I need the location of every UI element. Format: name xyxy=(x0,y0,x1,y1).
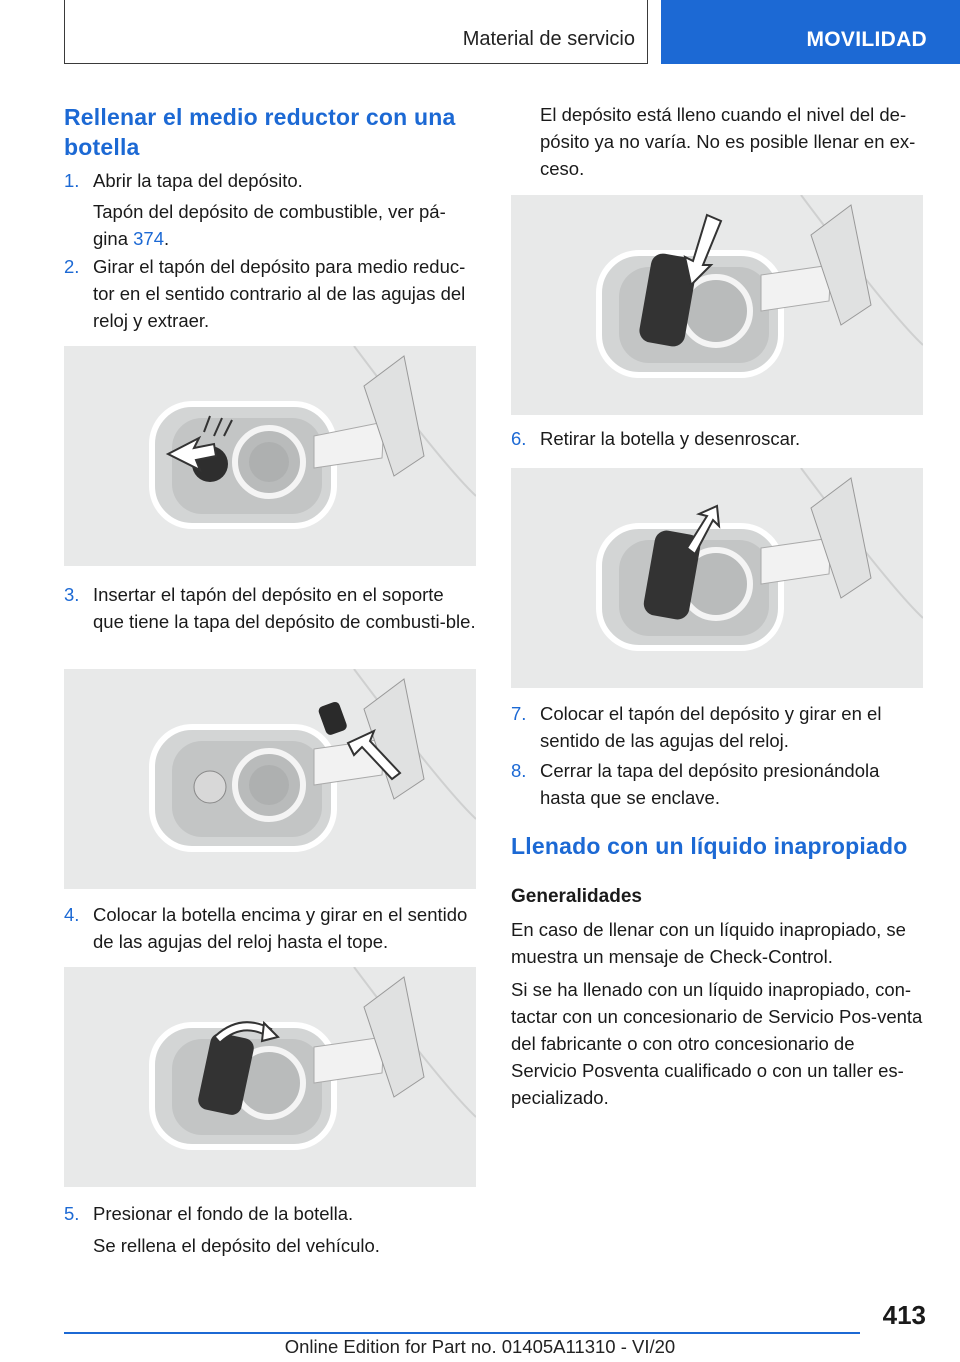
step-text: Abrir la tapa del depósito. xyxy=(93,170,303,191)
paragraph-check-control: En caso de llenar con un líquido inapropiado, se muestra un mensaje de Check-Control. xyxy=(511,919,906,967)
step-sub-text: Se rellena el depósito del vehículo. xyxy=(93,1235,380,1256)
step-number: 2. xyxy=(64,256,80,277)
step-text: Presionar el fondo de la botella. xyxy=(93,1203,354,1224)
page-link-374[interactable]: 374 xyxy=(133,228,164,249)
step-number: 8. xyxy=(511,760,527,781)
step-4 xyxy=(64,901,476,955)
step-number: 3. xyxy=(64,584,80,605)
step-text: Retirar la botella y desenroscar. xyxy=(540,428,801,449)
subheading-general: Generalidades xyxy=(511,886,642,907)
figure-insert-cap-holder xyxy=(64,669,476,889)
step-number: 7. xyxy=(511,703,527,724)
step-text: Cerrar la tapa del depósito presionándola hasta que se enclave. xyxy=(540,760,880,808)
figure-screw-bottle xyxy=(64,967,476,1187)
step-7 xyxy=(511,700,923,754)
figure-unscrew-cap xyxy=(64,346,476,566)
step-number: 4. xyxy=(64,904,80,925)
page-number: 413 xyxy=(882,1300,926,1330)
step-2 xyxy=(64,253,476,334)
header-section-title: Material de servicio xyxy=(462,28,635,50)
section-title-refill: Rellenar el medio reductor con una botella xyxy=(64,104,456,160)
step-3 xyxy=(64,581,476,635)
step-1 xyxy=(64,167,476,252)
header-chapter-label: MOVILIDAD xyxy=(806,28,927,51)
step-text: Colocar el tapón del depósito y girar en el sentido de las agujas del reloj. xyxy=(540,703,882,751)
step-6 xyxy=(511,425,923,452)
step-number: 5. xyxy=(64,1203,80,1224)
step-sub-prefix: Tapón del depósito de combustible, ver pá-gina xyxy=(93,201,446,249)
footer-edition: Online Edition for Part no. 01405A11310 - VI/20 xyxy=(284,1336,676,1357)
step-number: 1. xyxy=(64,170,80,191)
step-5 xyxy=(64,1200,476,1259)
footer-divider xyxy=(64,1332,860,1334)
section-title-wrong-liquid: Llenado con un líquido inapropiado xyxy=(511,833,908,859)
header-section-box xyxy=(64,0,648,64)
intro-paragraph: El depósito está lleno cuando el nivel del de-pósito ya no varía. No es posible llenar en ex-ceso. xyxy=(540,104,916,179)
figure-remove-bottle xyxy=(511,468,923,688)
header-chapter-tab[interactable] xyxy=(661,0,960,64)
step-number: 6. xyxy=(511,428,527,449)
step-text: Insertar el tapón del depósito en el soporte que tiene la tapa del depósito de combusti-ble. xyxy=(93,584,476,632)
step-sub-text xyxy=(93,198,476,252)
step-text: Colocar la botella encima y girar en el sentido de las agujas del reloj hasta el tope. xyxy=(93,904,468,952)
step-8 xyxy=(511,757,923,811)
paragraph-contact-service: Si se ha llenado con un líquido inapropiado, con-tactar con un concesionario de Servicio Pos-venta del fabricante o con otro concesionario de Servicio Posventa cualificado o con un taller es-pecializado. xyxy=(511,979,923,1108)
step-sub-suffix: . xyxy=(164,228,170,249)
step-text: Girar el tapón del depósito para medio reduc-tor en el sentido contrario al de las agujas del reloj y extraer. xyxy=(93,256,466,331)
figure-filling-bottle xyxy=(511,195,923,415)
